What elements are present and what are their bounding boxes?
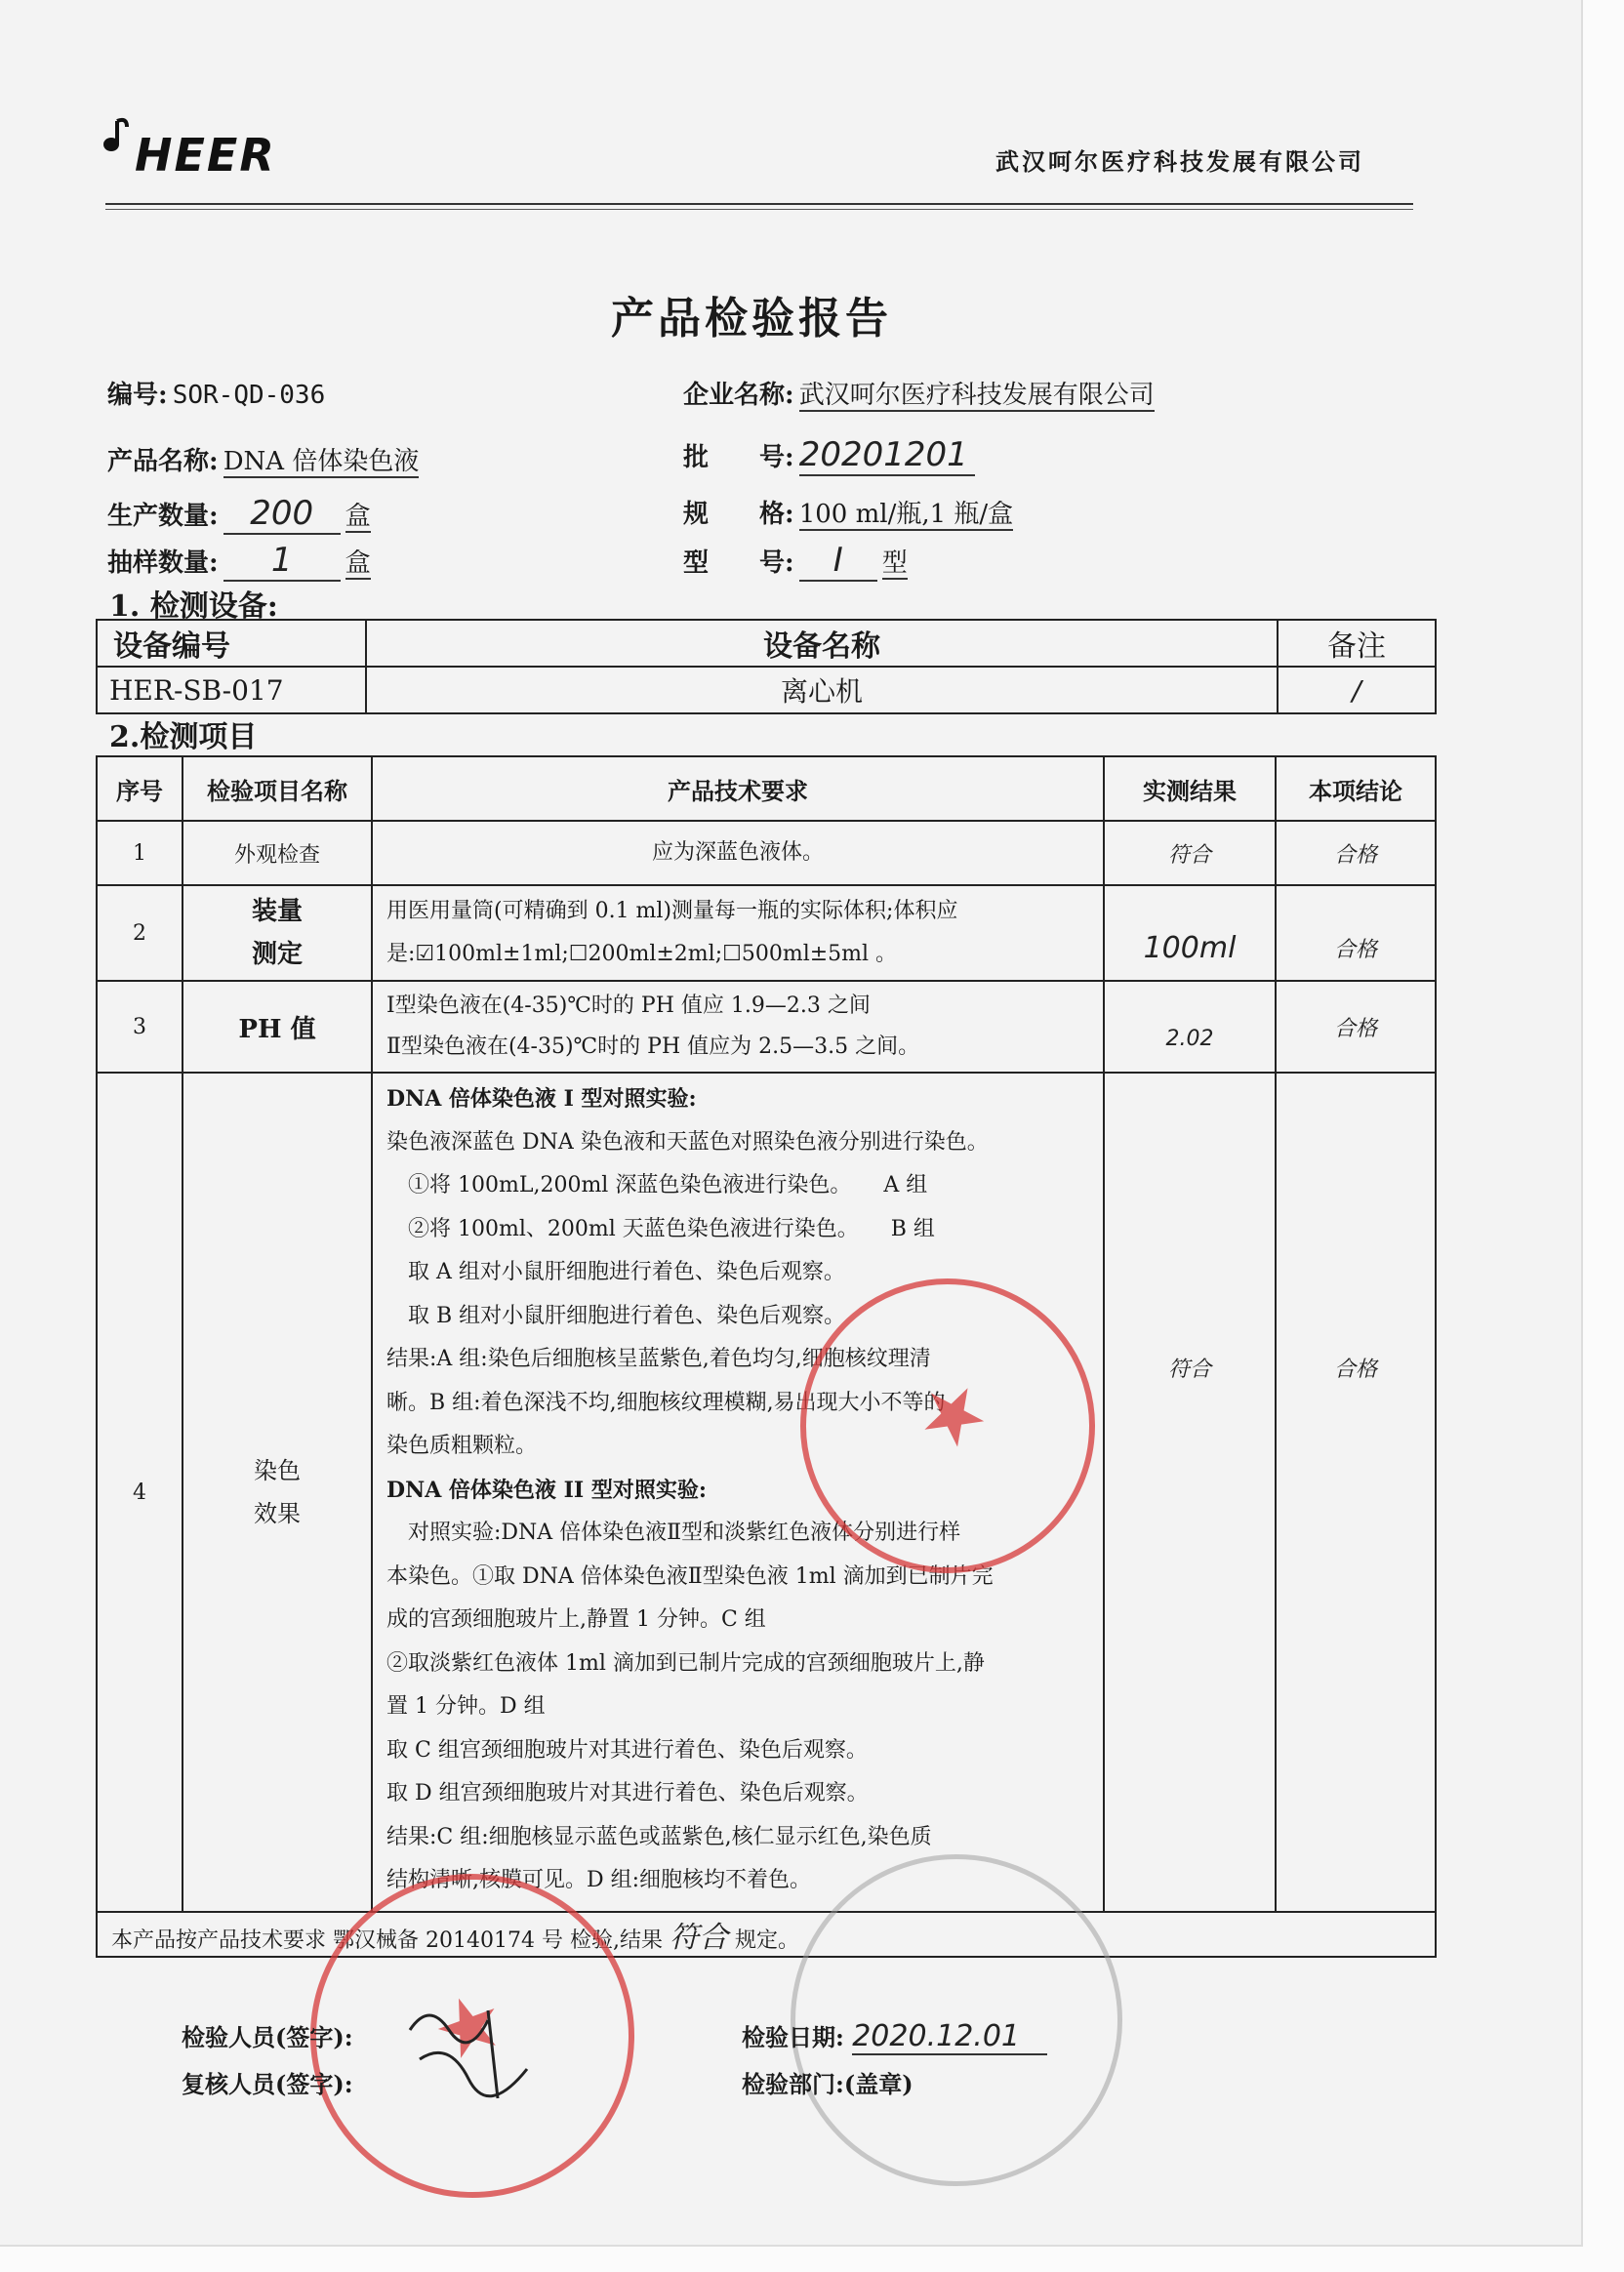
item-result: 符合 bbox=[1104, 1073, 1276, 1912]
batch-label: 批 号: bbox=[683, 443, 794, 472]
item-requirement bbox=[372, 885, 1104, 981]
reviewer-label: 复核人员(签字): bbox=[182, 2070, 353, 2098]
item-name: 装量 测定 bbox=[183, 885, 372, 981]
report-title: 产品检验报告 bbox=[611, 294, 892, 344]
footer-suffix: 规定。 bbox=[734, 1928, 799, 1953]
requirement-line: 是:☑100ml±1ml;☐200ml±2ml;☐500ml±5ml 。 bbox=[386, 942, 898, 966]
item-name: PH 值 bbox=[183, 981, 372, 1073]
requirement-line: 取 D 组宫颈细胞玻片对其进行着色、染色后观察。 bbox=[386, 1781, 869, 1805]
footer-result: 符合 bbox=[669, 1921, 728, 1955]
items-header-result: 实测结果 bbox=[1104, 756, 1276, 821]
requirement-line: ②取淡紫红色液体 1ml 滴加到已制片完成的宫颈细胞玻片上,静 bbox=[386, 1650, 985, 1676]
item-requirement bbox=[372, 981, 1104, 1073]
date-value: 2020.12.01 bbox=[852, 2019, 1047, 2055]
sample-unit: 盒 bbox=[345, 548, 371, 578]
item-conclusion: 合格 bbox=[1276, 821, 1436, 885]
item-requirement bbox=[372, 821, 1104, 885]
item-conclusion: 合格 bbox=[1276, 885, 1436, 981]
requirement-line: ①将 100mL,200ml 深蓝色染色液进行染色。 A 组 bbox=[386, 1173, 928, 1197]
requirement-line: ②将 100ml、200ml 天蓝色染色液进行染色。 B 组 bbox=[386, 1216, 935, 1241]
enterprise-row bbox=[683, 375, 1155, 411]
requirement-line: 成的宫颈细胞玻片上,静置 1 分钟。C 组 bbox=[386, 1607, 766, 1632]
model-label: 型 号: bbox=[683, 548, 794, 578]
requirement-line: Ⅱ型染色液在(4-35)℃时的 PH 值应为 2.5—3.5 之间。 bbox=[386, 1035, 920, 1059]
item-row bbox=[97, 885, 1436, 981]
dept-label: 检验部门:(盖章) bbox=[742, 2070, 914, 2098]
heer-logo-icon bbox=[103, 115, 129, 154]
batch-value: 20201201 bbox=[799, 435, 975, 476]
requirement-line: 应为深蓝色液体。 bbox=[651, 840, 824, 865]
stamp-star-icon: ★ bbox=[420, 1971, 518, 2082]
sample-value: 1 bbox=[223, 541, 341, 582]
model-row bbox=[683, 541, 908, 582]
items-footer-row bbox=[97, 1912, 1436, 1957]
footer-prefix: 本产品按产品技术要求 鄂汉械备 20140174 号 检验,结果 bbox=[111, 1928, 663, 1953]
stamp-star-icon: ★ bbox=[901, 1358, 1006, 1471]
signature-scribble-icon bbox=[390, 1991, 586, 2108]
item-no: 1 bbox=[97, 821, 183, 885]
requirement-line: 染色质粗颗粒。 bbox=[386, 1434, 538, 1458]
requirement-line: DNA 倍体染色液 II 型对照实验: bbox=[386, 1477, 707, 1503]
product-value: DNA 倍体染色液 bbox=[223, 447, 420, 476]
item-result: 符合 bbox=[1104, 821, 1276, 885]
enterprise-value: 武汉呵尔医疗科技发展有限公司 bbox=[798, 381, 1155, 410]
equipment-id: HER-SB-017 bbox=[97, 667, 366, 713]
company-logo: HEER bbox=[135, 129, 276, 182]
requirement-line: Ⅰ型染色液在(4-35)℃时的 PH 值应 1.9—2.3 之间 bbox=[386, 994, 871, 1018]
header-rule bbox=[105, 203, 1413, 205]
requirement-line: 取 A 组对小鼠肝细胞进行着色、染色后观察。 bbox=[386, 1260, 845, 1284]
items-section-title: 2.检测项目 bbox=[109, 720, 258, 754]
spec-row bbox=[683, 494, 1013, 530]
requirement-line: 染色液深蓝色 DNA 染色液和天蓝色对照染色液分别进行染色。 bbox=[386, 1129, 989, 1155]
item-name: 外观检查 bbox=[183, 821, 372, 885]
inspection-items-table bbox=[96, 755, 1437, 1958]
model-unit: 型 bbox=[881, 548, 908, 578]
item-no: 2 bbox=[97, 885, 183, 981]
items-header-req: 产品技术要求 bbox=[372, 756, 1104, 821]
inspector-label: 检验人员(签字): bbox=[182, 2023, 353, 2051]
requirement-line: DNA 倍体染色液 I 型对照实验: bbox=[386, 1086, 697, 1112]
items-header-no: 序号 bbox=[97, 756, 183, 821]
requirement-line: 结果:C 组:细胞核显示蓝色或蓝紫色,核仁显示红色,染色质 bbox=[386, 1824, 932, 1849]
model-value: I bbox=[799, 541, 877, 582]
spec-label: 规 格: bbox=[683, 500, 794, 529]
enterprise-label: 企业名称: bbox=[683, 381, 794, 410]
quantity-row bbox=[107, 494, 371, 535]
items-footer bbox=[97, 1912, 1436, 1957]
requirement-line: 晰。B 组:着色深浅不均,细胞核纹理模糊,易出现大小不等的 bbox=[386, 1390, 946, 1415]
requirement-line: 置 1 分钟。D 组 bbox=[386, 1694, 546, 1719]
requirement-line: 用医用量筒(可精确到 0.1 ml)测量每一瓶的实际体积;体积应 bbox=[386, 899, 958, 923]
code-value: SOR-QD-036 bbox=[172, 381, 326, 410]
item-no: 3 bbox=[97, 981, 183, 1073]
code-row bbox=[107, 375, 325, 411]
quantity-value: 200 bbox=[223, 494, 341, 535]
item-result: 2.02 bbox=[1104, 981, 1276, 1073]
item-row bbox=[97, 1073, 1436, 1912]
items-header-conclusion: 本项结论 bbox=[1276, 756, 1436, 821]
equipment-header-id: 设备编号 bbox=[97, 620, 366, 667]
sample-row bbox=[107, 541, 371, 582]
spec-value: 100 ml/瓶,1 瓶/盒 bbox=[798, 500, 1014, 529]
equipment-header-name: 设备名称 bbox=[366, 620, 1278, 667]
product-label: 产品名称: bbox=[107, 447, 219, 476]
quantity-unit: 盒 bbox=[345, 502, 371, 531]
equipment-name: 离心机 bbox=[366, 667, 1278, 713]
requirement-line: 取 C 组宫颈细胞玻片对其进行着色、染色后观察。 bbox=[386, 1737, 868, 1763]
sample-label: 抽样数量: bbox=[107, 548, 219, 578]
equipment-header-note: 备注 bbox=[1278, 620, 1436, 667]
quantity-label: 生产数量: bbox=[107, 502, 219, 531]
items-header-name: 检验项目名称 bbox=[183, 756, 372, 821]
item-conclusion: 合格 bbox=[1276, 1073, 1436, 1912]
item-row bbox=[97, 821, 1436, 885]
requirement-line: 取 B 组对小鼠肝细胞进行着色、染色后观察。 bbox=[386, 1303, 846, 1328]
header-rule-thin bbox=[105, 209, 1413, 210]
items-header-row bbox=[97, 756, 1436, 821]
equipment-header-row bbox=[97, 620, 1436, 667]
product-row bbox=[107, 441, 419, 477]
batch-row bbox=[683, 435, 975, 476]
equipment-row bbox=[97, 667, 1436, 713]
item-name: 染色 效果 bbox=[183, 1073, 372, 1912]
equipment-section-title: 1. 检测设备: bbox=[109, 589, 278, 624]
header-company-name: 武汉呵尔医疗科技发展有限公司 bbox=[995, 147, 1364, 176]
item-row bbox=[97, 981, 1436, 1073]
requirement-line: 结果:A 组:染色后细胞核呈蓝紫色,着色均匀,细胞核纹理清 bbox=[386, 1347, 931, 1371]
requirement-line: 本染色。①取 DNA 倍体染色液Ⅱ型染色液 1ml 滴加到已制片完 bbox=[386, 1563, 994, 1589]
requirement-line: 结构清晰,核膜可见。D 组:细胞核均不着色。 bbox=[386, 1868, 812, 1892]
item-no: 4 bbox=[97, 1073, 183, 1912]
requirement-line: 对照实验:DNA 倍体染色液Ⅱ型和淡紫红色液体分别进行样 bbox=[386, 1521, 961, 1545]
equipment-table bbox=[96, 619, 1437, 714]
date-label: 检验日期: bbox=[742, 2023, 844, 2051]
item-conclusion: 合格 bbox=[1276, 981, 1436, 1073]
equipment-note: / bbox=[1278, 667, 1436, 713]
date-row bbox=[742, 2018, 1047, 2055]
item-result: 100ml bbox=[1104, 885, 1276, 981]
code-label: 编号: bbox=[107, 381, 168, 410]
